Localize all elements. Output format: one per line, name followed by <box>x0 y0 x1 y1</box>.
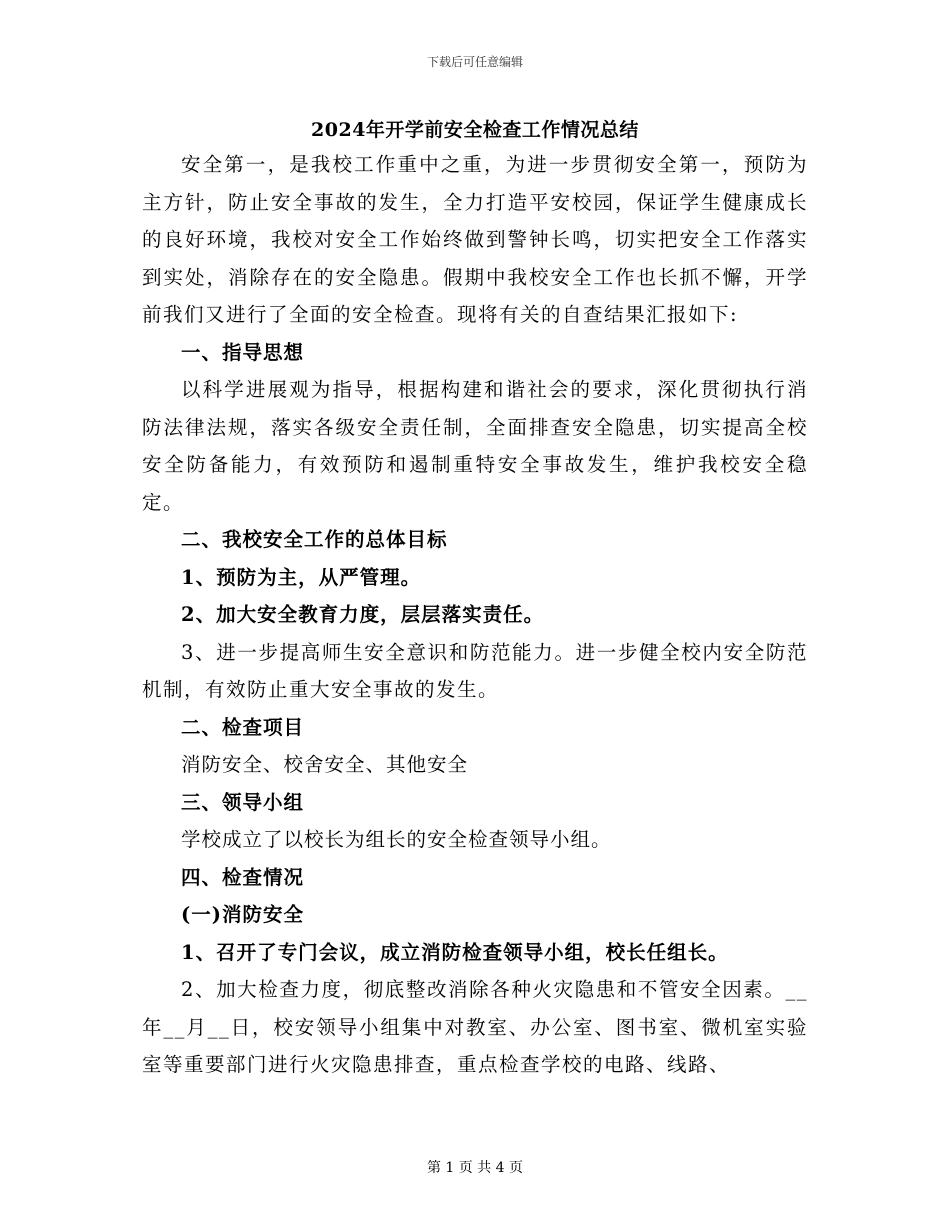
goal-item-3: 3、进一步提高师生安全意识和防范能力。进一步健全校内安全防范机制，有效防止重大安全事故的发生。 <box>142 640 808 701</box>
section-heading-guiding-thought: 一、指导思想 <box>181 340 305 364</box>
header-note: 下载后可任意编辑 <box>426 55 523 69</box>
section-heading-inspection-status: 四、检查情况 <box>181 865 305 889</box>
fire-safety-item-1: 1、召开了专门会议，成立消防检查领导小组，校长任组长。 <box>181 940 729 964</box>
section-heading-leadership-group: 三、领导小组 <box>181 790 305 814</box>
document-title: 2024年开学前安全检查工作情况总结 <box>311 119 639 141</box>
section-heading-inspection-items: 二、检查项目 <box>181 715 305 739</box>
inspection-items-text: 消防安全、校舍安全、其他安全 <box>181 753 469 776</box>
fire-safety-item-2: 2、加大检查力度，彻底整改消除各种火灾隐患和不管安全因素。__年__月__日，校安领导小组集中对教室、办公室、图书室、微机室实验室等重要部门进行火灾隐患排查，重点检查学校的电路、线路、 <box>142 978 808 1076</box>
leadership-group-text: 学校成立了以校长为组长的安全检查领导小组。 <box>181 828 612 851</box>
sub-heading-fire-safety: (一)消防安全 <box>181 903 304 926</box>
page-footer: 第 1 页 共 4 页 <box>426 1160 524 1176</box>
document-body <box>142 146 808 1084</box>
goal-item-2: 2、加大安全教育力度，层层落实责任。 <box>181 603 545 626</box>
goal-item-1: 1、预防为主，从严管理。 <box>181 565 422 589</box>
section-heading-overall-goals: 二、我校安全工作的总体目标 <box>181 528 448 551</box>
guiding-thought-paragraph: 以科学进展观为指导，根据构建和谐社会的要求，深化贯彻执行消防法律法规，落实各级安全责任制，全面排查安全隐患，切实提高全校安全防备能力，有效预防和遏制重特安全事故发生，维护我校安全稳定。 <box>142 378 808 514</box>
intro-paragraph: 安全第一，是我校工作重中之重，为进一步贯彻安全第一，预防为主方针，防止安全事故的发生，全力打造平安校园，保证学生健康成长的良好环境，我校对安全工作始终做到警钟长鸣，切实把安全工作落实到实处，消除存在的安全隐患。假期中我校安全工作也长抓不懈，开学前我们又进行了全面的安全检查。现将有关的自查结果汇报如下: <box>142 153 808 326</box>
